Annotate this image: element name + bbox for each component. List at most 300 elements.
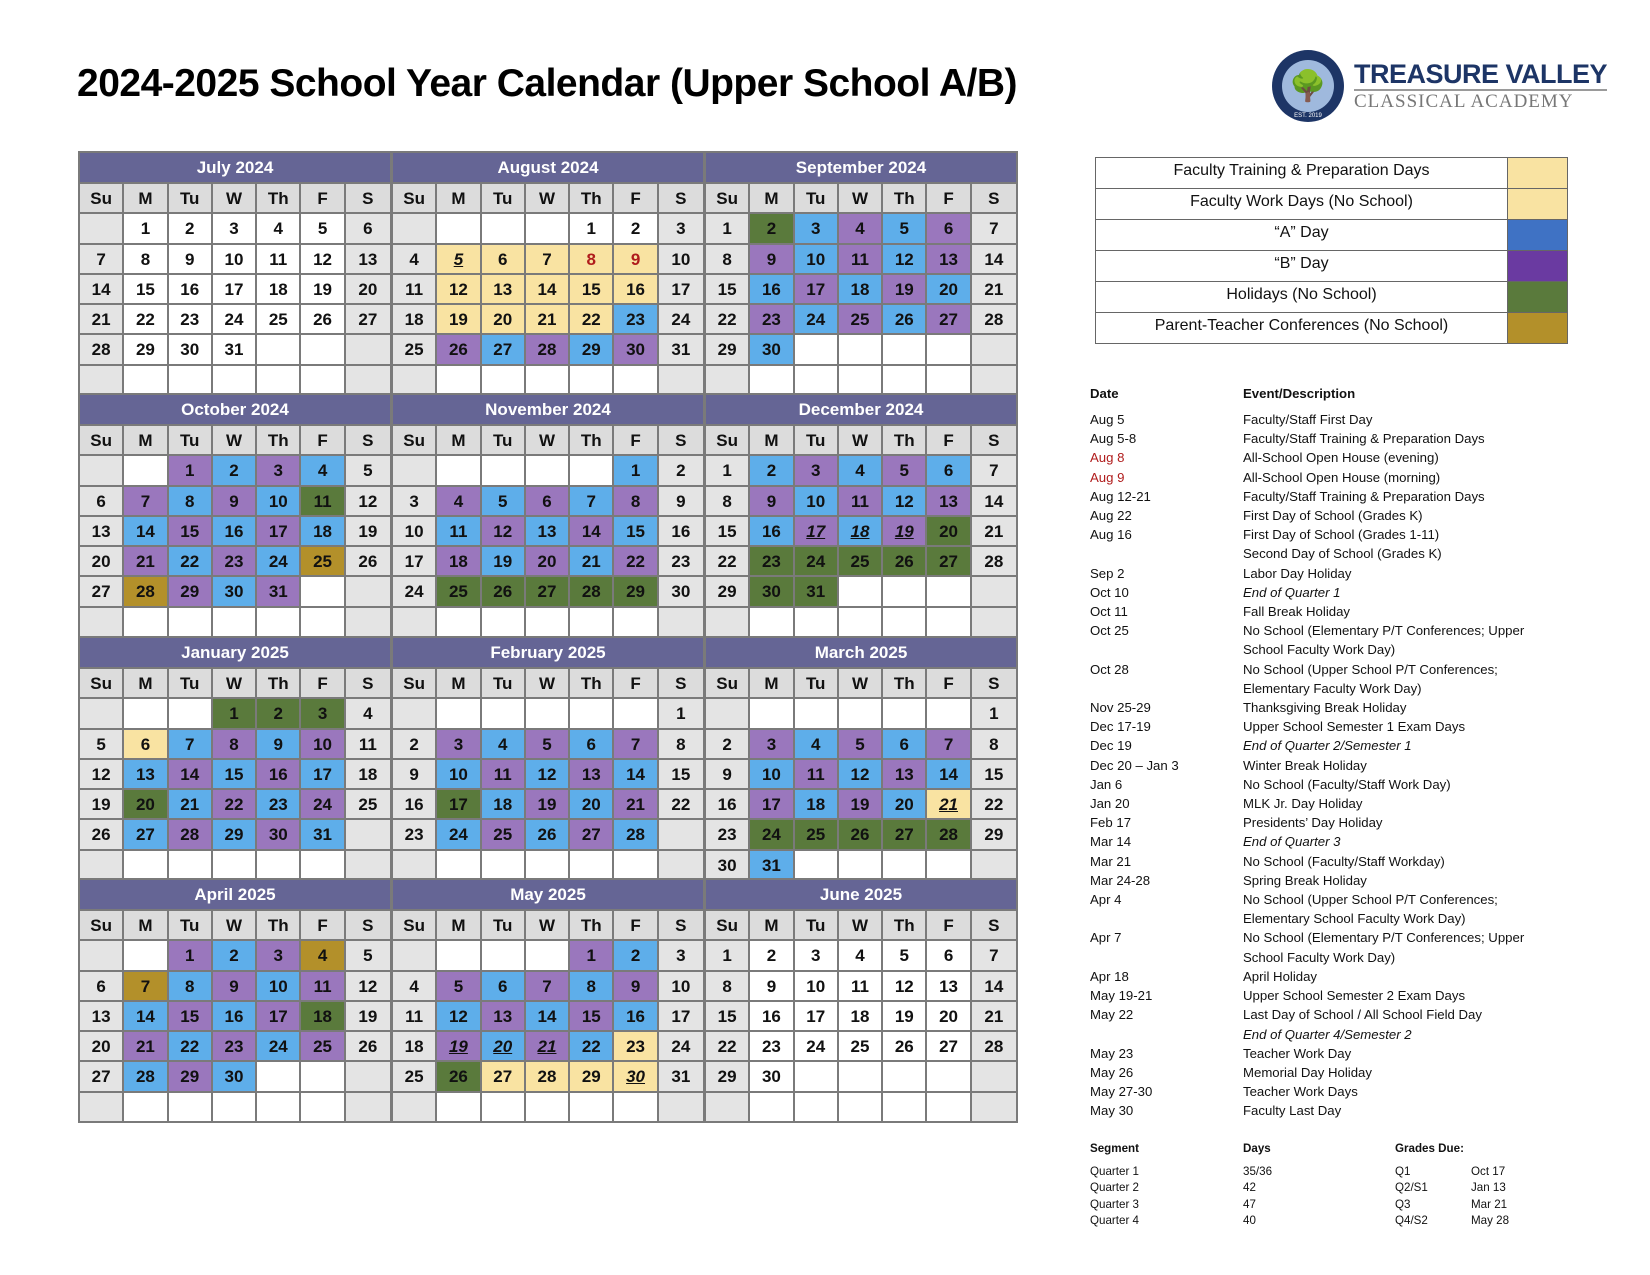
segment-days: 47 — [1243, 1197, 1256, 1211]
month-title: December 2024 — [706, 395, 1016, 424]
day-cell: 13 — [927, 243, 971, 273]
empty-cell — [750, 697, 794, 727]
day-cell: 30 — [706, 849, 750, 879]
empty-cell — [706, 364, 750, 394]
month-calendar — [391, 393, 705, 638]
event-date: Oct 28 — [1090, 661, 1129, 677]
day-cell: 23 — [257, 788, 301, 818]
empty-cell — [659, 818, 703, 848]
event-description: End of Quarter 1 — [1243, 584, 1341, 600]
event-date: Sep 2 — [1090, 565, 1125, 581]
month-calendar — [704, 878, 1018, 1123]
empty-cell — [883, 697, 927, 727]
legend-row — [1096, 312, 1567, 343]
empty-cell — [927, 575, 971, 605]
weekday-header: Su — [706, 182, 750, 212]
weekday-header: W — [526, 182, 570, 212]
day-cell: 21 — [972, 515, 1016, 545]
empty-cell — [346, 818, 390, 848]
day-cell: 19 — [482, 545, 526, 575]
day-cell: 26 — [80, 818, 124, 848]
empty-cell — [839, 1060, 883, 1090]
day-cell: 16 — [614, 1000, 658, 1030]
weekday-header: S — [659, 182, 703, 212]
day-cell: 28 — [614, 818, 658, 848]
day-cell: 27 — [482, 1060, 526, 1090]
day-cell: 10 — [301, 728, 345, 758]
legend-swatch — [1508, 189, 1567, 219]
day-cell: 13 — [80, 1000, 124, 1030]
weekday-header: Su — [393, 182, 437, 212]
empty-cell — [301, 364, 345, 394]
day-cell: 28 — [927, 818, 971, 848]
day-cell: 4 — [839, 939, 883, 969]
day-cell: 15 — [213, 758, 257, 788]
event-row — [1090, 468, 1560, 487]
event-description: Upper School Semester 1 Exam Days — [1243, 719, 1466, 735]
day-cell: 12 — [883, 243, 927, 273]
day-cell: 13 — [482, 273, 526, 303]
empty-cell — [883, 333, 927, 363]
day-cell: 1 — [706, 212, 750, 242]
seal-icon — [1272, 50, 1344, 122]
month-title: August 2024 — [393, 153, 703, 182]
weekday-header: Th — [570, 909, 614, 939]
day-cell: 30 — [213, 1060, 257, 1090]
event-date: Oct 10 — [1090, 584, 1129, 600]
weekday-header: M — [437, 424, 481, 454]
event-date: Feb 17 — [1090, 815, 1132, 831]
day-cell: 14 — [614, 758, 658, 788]
day-cell: 8 — [706, 243, 750, 273]
day-cell: 11 — [393, 1000, 437, 1030]
weekday-header: Su — [706, 909, 750, 939]
weekday-header: S — [659, 667, 703, 697]
day-cell: 21 — [124, 545, 168, 575]
day-cell: 23 — [614, 303, 658, 333]
event-description: Spring Break Holiday — [1243, 872, 1367, 888]
empty-cell — [972, 575, 1016, 605]
weekday-header: Tu — [795, 667, 839, 697]
month-calendar — [78, 636, 392, 881]
event-description: No School (Upper School P/T Conferences; — [1243, 892, 1498, 908]
date-header: Date — [1090, 386, 1119, 401]
weekday-header: Su — [80, 182, 124, 212]
day-cell: 26 — [839, 818, 883, 848]
empty-cell — [570, 1091, 614, 1121]
day-cell: 25 — [301, 1030, 345, 1060]
weekday-header: M — [124, 182, 168, 212]
day-cell: 14 — [124, 515, 168, 545]
segment-days: 35/36 — [1243, 1164, 1273, 1178]
day-cell: 8 — [614, 485, 658, 515]
day-cell: 9 — [750, 485, 794, 515]
empty-cell — [301, 333, 345, 363]
day-cell: 23 — [169, 303, 213, 333]
day-cell: 17 — [213, 273, 257, 303]
empty-cell — [795, 333, 839, 363]
day-cell: 21 — [927, 788, 971, 818]
day-cell: 12 — [437, 273, 481, 303]
legend-row — [1096, 281, 1567, 312]
day-cell: 12 — [80, 758, 124, 788]
segment-header: Segment — [1090, 1142, 1139, 1155]
day-cell: 10 — [795, 485, 839, 515]
empty-cell — [706, 697, 750, 727]
day-cell: 24 — [659, 1030, 703, 1060]
day-cell: 18 — [393, 303, 437, 333]
day-cell: 30 — [257, 818, 301, 848]
weekday-header: Th — [883, 909, 927, 939]
weekday-header: S — [972, 182, 1016, 212]
day-cell: 5 — [437, 243, 481, 273]
empty-cell — [927, 364, 971, 394]
day-cell: 28 — [972, 1030, 1016, 1060]
grades-due-header: Grades Due: — [1395, 1142, 1464, 1155]
day-cell: 5 — [526, 728, 570, 758]
day-cell: 22 — [706, 303, 750, 333]
day-cell: 11 — [301, 970, 345, 1000]
day-cell: 1 — [972, 697, 1016, 727]
day-cell: 3 — [795, 939, 839, 969]
day-cell: 24 — [437, 818, 481, 848]
weekday-header: Th — [257, 424, 301, 454]
legend — [1095, 157, 1568, 344]
legend-swatch — [1508, 282, 1567, 312]
day-cell: 18 — [346, 758, 390, 788]
day-cell: 19 — [301, 273, 345, 303]
day-cell: 26 — [437, 333, 481, 363]
empty-cell — [927, 333, 971, 363]
event-date: Apr 7 — [1090, 930, 1122, 946]
day-cell: 18 — [839, 1000, 883, 1030]
segment-name: Quarter 3 — [1090, 1197, 1139, 1211]
day-cell: 26 — [883, 1030, 927, 1060]
day-cell: 25 — [839, 1030, 883, 1060]
day-cell: 6 — [124, 728, 168, 758]
day-cell: 27 — [883, 818, 927, 848]
empty-cell — [80, 606, 124, 636]
event-row — [1090, 948, 1560, 967]
weekday-header: F — [927, 909, 971, 939]
day-cell: 7 — [972, 939, 1016, 969]
empty-cell — [795, 849, 839, 879]
day-cell: 31 — [750, 849, 794, 879]
empty-cell — [257, 333, 301, 363]
event-description: Winter Break Holiday — [1243, 757, 1367, 773]
day-cell: 28 — [169, 818, 213, 848]
month-title: May 2025 — [393, 880, 703, 909]
day-cell: 18 — [482, 788, 526, 818]
day-cell: 18 — [437, 545, 481, 575]
weekday-header: F — [927, 667, 971, 697]
empty-cell — [659, 1091, 703, 1121]
empty-cell — [257, 606, 301, 636]
segment-name: Quarter 2 — [1090, 1181, 1139, 1194]
weekday-header: W — [213, 182, 257, 212]
day-cell: 23 — [706, 818, 750, 848]
event-row — [1090, 448, 1560, 467]
day-cell: 4 — [257, 212, 301, 242]
day-cell: 11 — [257, 243, 301, 273]
day-cell: 29 — [570, 333, 614, 363]
day-cell: 25 — [301, 545, 345, 575]
empty-cell — [213, 849, 257, 879]
grades-due-label: Q2/S1 — [1395, 1181, 1428, 1194]
day-cell: 10 — [257, 970, 301, 1000]
day-cell: 22 — [169, 1030, 213, 1060]
weekday-header: M — [124, 909, 168, 939]
day-cell: 20 — [883, 788, 927, 818]
day-cell: 17 — [795, 273, 839, 303]
weekday-header: S — [972, 424, 1016, 454]
empty-cell — [839, 697, 883, 727]
day-cell: 10 — [659, 970, 703, 1000]
empty-cell — [839, 1091, 883, 1121]
weekday-header: Su — [393, 667, 437, 697]
day-cell: 11 — [346, 728, 390, 758]
empty-cell — [927, 849, 971, 879]
day-cell: 22 — [659, 788, 703, 818]
empty-cell — [482, 939, 526, 969]
day-cell: 30 — [750, 1060, 794, 1090]
weekday-header: Th — [883, 424, 927, 454]
day-cell: 2 — [706, 728, 750, 758]
event-date: Nov 25-29 — [1090, 700, 1151, 716]
month-title: January 2025 — [80, 638, 390, 667]
weekday-header: W — [213, 667, 257, 697]
day-cell: 17 — [659, 273, 703, 303]
event-row — [1090, 1044, 1560, 1063]
month-title: November 2024 — [393, 395, 703, 424]
day-cell: 20 — [927, 515, 971, 545]
empty-cell — [526, 606, 570, 636]
empty-cell — [437, 454, 481, 484]
day-cell: 9 — [614, 970, 658, 1000]
day-cell: 3 — [795, 212, 839, 242]
day-cell: 15 — [614, 515, 658, 545]
empty-cell — [706, 1091, 750, 1121]
empty-cell — [257, 1091, 301, 1121]
empty-cell — [257, 849, 301, 879]
day-cell: 26 — [346, 545, 390, 575]
event-row — [1090, 871, 1560, 890]
day-cell: 4 — [482, 728, 526, 758]
weekday-header: Tu — [795, 424, 839, 454]
day-cell: 23 — [750, 545, 794, 575]
day-cell: 2 — [750, 939, 794, 969]
month-calendar — [78, 878, 392, 1123]
empty-cell — [795, 1060, 839, 1090]
day-cell: 5 — [301, 212, 345, 242]
event-description: No School (Elementary P/T Conferences; Upper — [1243, 623, 1525, 639]
event-row — [1090, 583, 1560, 602]
day-cell: 8 — [972, 728, 1016, 758]
day-cell: 19 — [437, 1030, 481, 1060]
weekday-header: M — [750, 424, 794, 454]
day-cell: 4 — [795, 728, 839, 758]
event-description: All-School Open House (evening) — [1243, 450, 1439, 466]
day-cell: 3 — [659, 939, 703, 969]
day-cell: 5 — [839, 728, 883, 758]
empty-cell — [437, 849, 481, 879]
day-cell: 5 — [346, 939, 390, 969]
day-cell: 16 — [750, 1000, 794, 1030]
event-date: Dec 20 – Jan 3 — [1090, 757, 1179, 773]
weekday-header: Tu — [482, 909, 526, 939]
day-cell: 12 — [437, 1000, 481, 1030]
day-cell: 7 — [124, 970, 168, 1000]
day-cell: 20 — [482, 1030, 526, 1060]
event-row — [1090, 506, 1560, 525]
empty-cell — [570, 606, 614, 636]
empty-cell — [750, 606, 794, 636]
day-cell: 23 — [213, 545, 257, 575]
empty-cell — [346, 364, 390, 394]
weekday-header: M — [437, 909, 481, 939]
day-cell: 13 — [570, 758, 614, 788]
event-description: School Faculty Work Day) — [1243, 949, 1396, 965]
event-date: Oct 25 — [1090, 623, 1129, 639]
event-row — [1090, 679, 1560, 698]
day-cell: 24 — [659, 303, 703, 333]
empty-cell — [482, 849, 526, 879]
event-date: Aug 22 — [1090, 508, 1132, 524]
day-cell: 21 — [124, 1030, 168, 1060]
empty-cell — [972, 1091, 1016, 1121]
empty-cell — [659, 606, 703, 636]
empty-cell — [393, 849, 437, 879]
empty-cell — [927, 697, 971, 727]
day-cell: 15 — [706, 515, 750, 545]
event-row — [1090, 544, 1560, 563]
day-cell: 21 — [972, 1000, 1016, 1030]
day-cell: 6 — [927, 454, 971, 484]
day-cell: 16 — [750, 273, 794, 303]
day-cell: 7 — [972, 454, 1016, 484]
day-cell: 6 — [346, 212, 390, 242]
day-cell: 23 — [213, 1030, 257, 1060]
empty-cell — [169, 849, 213, 879]
empty-cell — [972, 333, 1016, 363]
day-cell: 8 — [169, 485, 213, 515]
event-row — [1090, 832, 1560, 851]
month-calendar — [78, 393, 392, 638]
grades-due-date: May 28 — [1471, 1214, 1510, 1227]
day-cell: 2 — [257, 697, 301, 727]
day-cell: 22 — [570, 1030, 614, 1060]
empty-cell — [301, 1060, 345, 1090]
day-cell: 27 — [570, 818, 614, 848]
day-cell: 6 — [570, 728, 614, 758]
event-description: School Faculty Work Day) — [1243, 642, 1396, 658]
day-cell: 11 — [839, 485, 883, 515]
empty-cell — [883, 364, 927, 394]
day-cell: 30 — [659, 575, 703, 605]
day-cell: 8 — [169, 970, 213, 1000]
day-cell: 31 — [213, 333, 257, 363]
empty-cell — [526, 697, 570, 727]
day-cell: 20 — [124, 788, 168, 818]
day-cell: 2 — [169, 212, 213, 242]
days-header: Days — [1243, 1142, 1271, 1155]
day-cell: 17 — [257, 1000, 301, 1030]
day-cell: 7 — [570, 485, 614, 515]
empty-cell — [927, 1091, 971, 1121]
empty-cell — [526, 454, 570, 484]
day-cell: 16 — [257, 758, 301, 788]
weekday-header: S — [346, 909, 390, 939]
segments-header — [1090, 1141, 1560, 1158]
day-cell: 20 — [482, 303, 526, 333]
empty-cell — [659, 849, 703, 879]
empty-cell — [614, 364, 658, 394]
empty-cell — [437, 939, 481, 969]
empty-cell — [883, 606, 927, 636]
day-cell: 1 — [570, 939, 614, 969]
event-row — [1090, 640, 1560, 659]
weekday-header: Tu — [482, 424, 526, 454]
day-cell: 19 — [883, 515, 927, 545]
event-row — [1090, 775, 1560, 794]
day-cell: 7 — [526, 243, 570, 273]
event-row — [1090, 487, 1560, 506]
event-description: MLK Jr. Day Holiday — [1243, 796, 1363, 812]
empty-cell — [795, 364, 839, 394]
day-cell: 17 — [795, 1000, 839, 1030]
event-row — [1090, 1101, 1560, 1120]
day-cell: 7 — [124, 485, 168, 515]
day-cell: 28 — [972, 545, 1016, 575]
empty-cell — [124, 939, 168, 969]
empty-cell — [706, 606, 750, 636]
event-row — [1090, 890, 1560, 909]
day-cell: 20 — [80, 545, 124, 575]
empty-cell — [213, 1091, 257, 1121]
day-cell: 1 — [659, 697, 703, 727]
day-cell: 22 — [213, 788, 257, 818]
segment-name: Quarter 1 — [1090, 1164, 1139, 1178]
day-cell: 17 — [795, 515, 839, 545]
day-cell: 26 — [883, 545, 927, 575]
month-calendar — [704, 636, 1018, 881]
day-cell: 13 — [482, 1000, 526, 1030]
school-logo — [1272, 50, 1607, 122]
day-cell: 29 — [169, 1060, 213, 1090]
empty-cell — [393, 939, 437, 969]
day-cell: 6 — [927, 939, 971, 969]
events-header — [1090, 386, 1560, 401]
event-row — [1090, 698, 1560, 717]
day-cell: 11 — [301, 485, 345, 515]
day-cell: 20 — [927, 1000, 971, 1030]
event-row — [1090, 852, 1560, 871]
weekday-header: Su — [393, 909, 437, 939]
day-cell: 11 — [482, 758, 526, 788]
day-cell: 19 — [346, 1000, 390, 1030]
event-row — [1090, 1063, 1560, 1082]
day-cell: 19 — [526, 788, 570, 818]
segment-row — [1090, 1180, 1560, 1197]
day-cell: 4 — [393, 243, 437, 273]
day-cell: 7 — [972, 212, 1016, 242]
day-cell: 19 — [883, 1000, 927, 1030]
day-cell: 24 — [393, 575, 437, 605]
empty-cell — [169, 606, 213, 636]
day-cell: 24 — [750, 818, 794, 848]
weekday-header: Th — [257, 667, 301, 697]
day-cell: 14 — [526, 1000, 570, 1030]
